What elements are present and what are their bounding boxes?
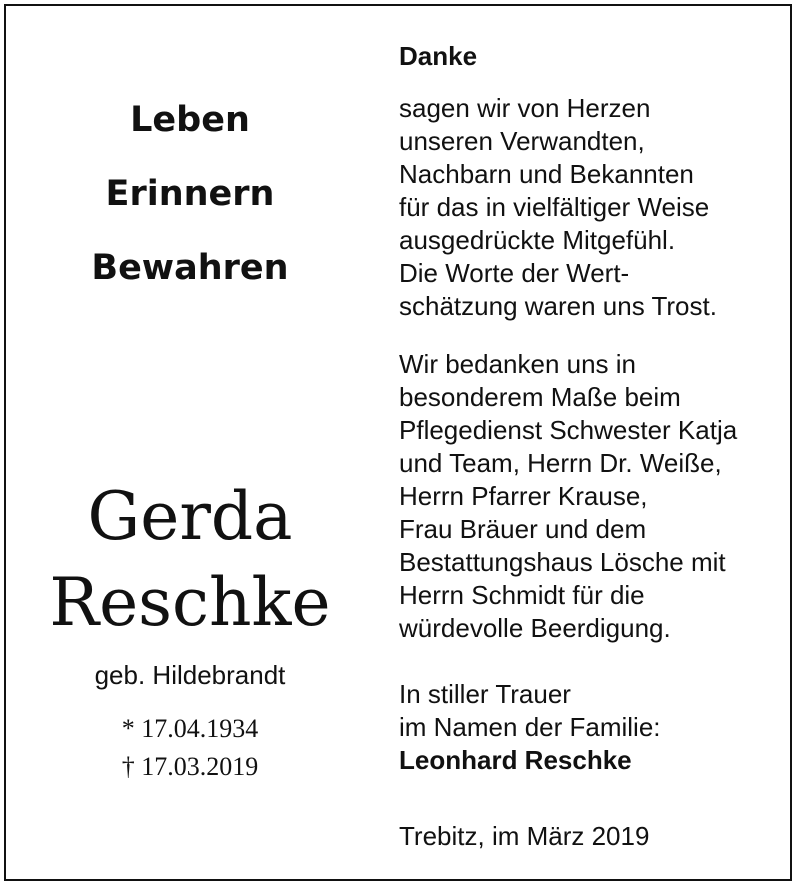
death-date: † 17.03.2019 <box>121 752 259 781</box>
heading-danke: Danke <box>399 41 478 71</box>
text-line: sagen wir von Herzen <box>399 93 651 123</box>
signer-name: Leonhard Reschke <box>399 745 632 775</box>
maiden-name: geb. Hildebrandt <box>94 660 286 690</box>
motto-erinnern: Erinnern <box>105 174 275 214</box>
motto-leben: Leben <box>130 100 250 140</box>
birth-date: * 17.04.1934 <box>121 714 259 743</box>
text-line: Pflegedienst Schwester Katja <box>399 415 738 445</box>
text-line: Wir bedanken uns in <box>399 349 637 379</box>
text-line: und Team, Herrn Dr. Weiße, <box>399 448 722 478</box>
text-line: Bestattungshaus Lösche mit <box>399 547 726 577</box>
text-line: Nachbarn und Bekannten <box>399 159 694 189</box>
deceased-first-name: Gerda <box>87 478 293 555</box>
text-line: Herrn Schmidt für die <box>399 580 645 610</box>
deceased-last-name: Reschke <box>49 564 331 641</box>
mourning-block <box>399 678 794 777</box>
text-line: Die Worte der Wert- <box>399 258 630 288</box>
text-line: würdevolle Beerdigung. <box>399 613 671 643</box>
text-line: besonderem Maße beim <box>399 382 681 412</box>
text-line: im Namen der Familie: <box>399 712 661 742</box>
text-line: Frau Bräuer und dem <box>399 514 647 544</box>
text-line: unseren Verwandten, <box>399 126 645 156</box>
text-line: Herrn Pfarrer Krause, <box>399 481 648 511</box>
text-line: ausgedrückte Mitgefühl. <box>399 225 676 255</box>
place-date: Trebitz, im März 2019 <box>399 821 650 851</box>
thanks-paragraph-2 <box>399 348 794 645</box>
text-line: In stiller Trauer <box>399 679 571 709</box>
motto-bewahren: Bewahren <box>91 248 289 288</box>
text-line: für das in vielfältiger Weise <box>399 192 710 222</box>
text-line: schätzung waren uns Trost. <box>399 291 717 321</box>
thanks-paragraph-1 <box>399 92 794 323</box>
